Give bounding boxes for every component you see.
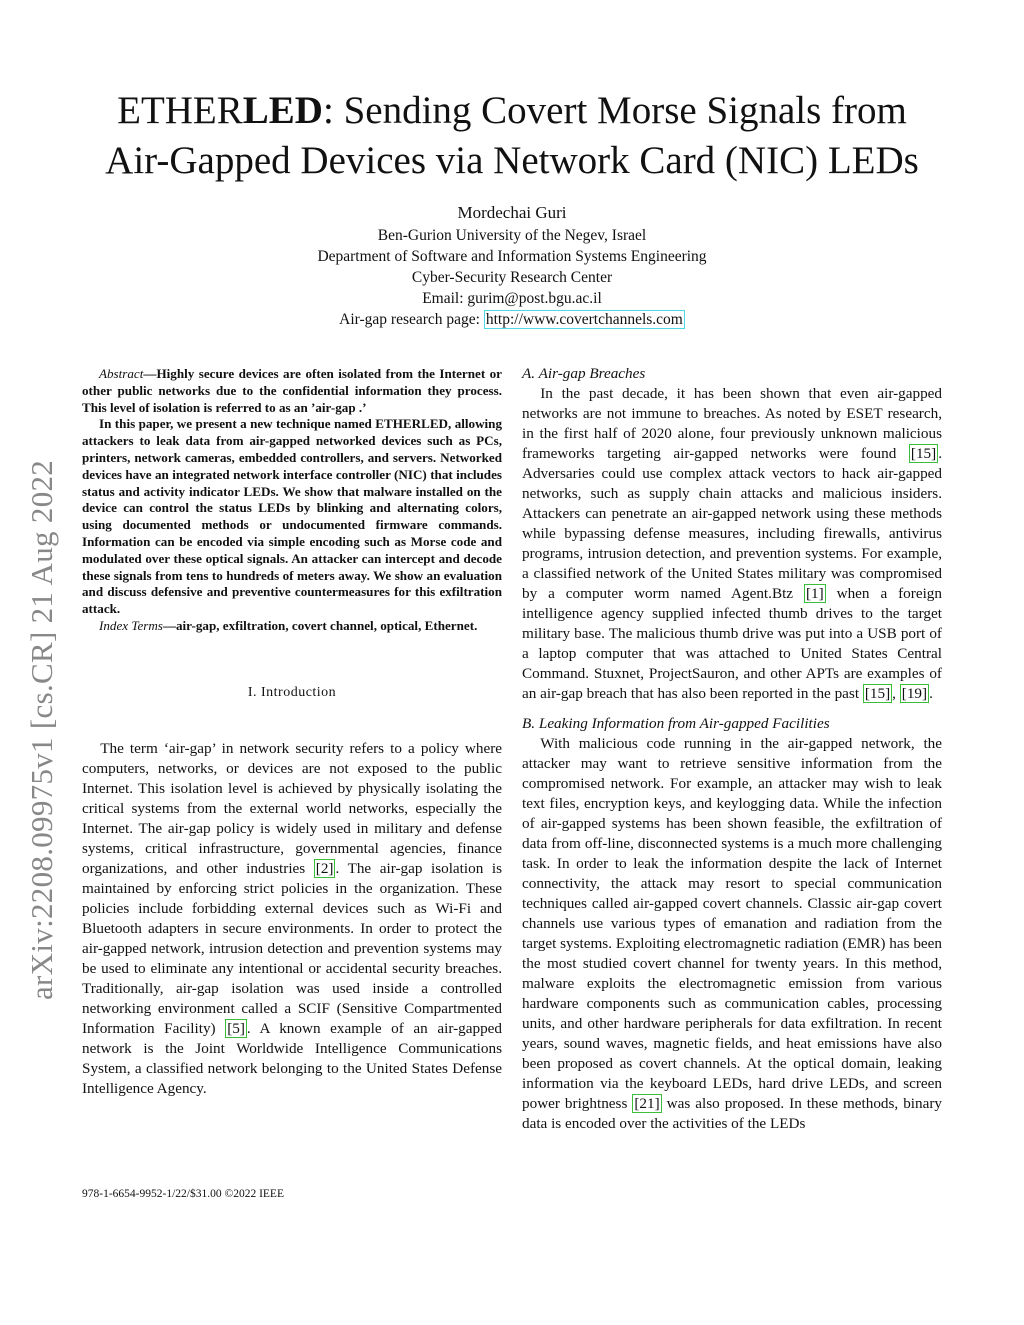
affiliation-department: Department of Software and Information Systems Engineering — [317, 248, 707, 265]
citation-15b[interactable]: [15] — [864, 685, 891, 702]
subsection-heading-leaking-information: B. Leaking Information from Air-gapped Facilities — [522, 715, 830, 732]
citation-15[interactable]: [15] — [910, 445, 937, 462]
left-column — [82, 366, 502, 1099]
intro-text-c: . A known example of an air-gapped network is the Joint Worldwide Intelligence Communications System, a classified network belonging to the United States Defense Intelligence Agency. — [82, 1019, 502, 1097]
abstract — [82, 366, 502, 635]
author-email: Email: gurim@post.bgu.ac.il — [422, 290, 602, 307]
right-column — [522, 364, 942, 1134]
title-line-2: Air-Gapped Devices via Network Card (NIC) LEDs — [105, 139, 919, 182]
title-bold: LED — [242, 89, 323, 132]
index-terms: —air-gap, exfiltration, covert channel, optical, Ethernet. — [162, 617, 478, 633]
research-page-label: Air-gap research page: — [339, 311, 484, 328]
leaking-text-2: was also proposed. In these methods, binary data is encoded over the activities of the LEDs — [522, 1095, 943, 1132]
subsection-heading-air-gap-breaches: A. Air-gap Breaches — [522, 365, 646, 382]
abstract-paragraph-1: —Highly secure devices are often isolated from the Internet or other public networks due to the confidential information they process. This level of isolation is referred to as an ’air-gap .’ — [82, 366, 502, 415]
title-rest: : Sending Covert Morse Signals from — [322, 89, 907, 132]
air-gap-breaches-paragraph — [522, 384, 942, 704]
affiliation-center: Cyber-Security Research Center — [411, 269, 613, 286]
author-block — [200, 201, 824, 330]
breaches-text-5: . — [929, 685, 933, 702]
breaches-text-4: , — [892, 685, 900, 702]
abstract-label: Abstract — [99, 366, 144, 381]
leaking-information-paragraph — [522, 734, 942, 1134]
research-page-line — [200, 309, 824, 330]
intro-paragraph — [82, 739, 502, 1099]
citation-19[interactable]: [19] — [901, 685, 928, 702]
abstract-paragraph-2: In this paper, we present a new technique named ETHERLED, allowing attackers to leak data from air-gapped networked devices such as PCs, printers, network cameras, embedded controllers, and servers. Networked devices have an integrated network interface controller (NIC) that includes status and activity indicator LEDs. We show that malware installed on the device can control the status LEDs by blinking and alternating colors, using documented methods or undocumented firmware commands. Information can be encoded via simple encoding such as Morse code and modulated over these optical signals. An attacker can intercept and decode these signals from tens to hundreds of meters away. We show an evaluation and discuss defensive and preventive countermeasures for this exfiltration attack. — [82, 416, 502, 617]
citation-21[interactable]: [21] — [634, 1095, 660, 1112]
arxiv-identifier: arXiv:2208.09975v1 [cs.CR] 21 Aug 2022 — [24, 459, 59, 1000]
title-prefix: ETHER — [117, 89, 243, 132]
citation-2[interactable]: [2] — [315, 859, 334, 877]
intro-text-b: . The air-gap isolation is maintained by enforcing strict policies in the organization. These policies include forbidding external devices such as Wi-Fi and Bluetooth adapters in secure environments. In order to protect the air-gapped network, intrusion detection and prevention systems may be used to eliminate any intentional or accidental security breaches. Traditionally, air-gap isolation was used inside a controlled networking environment called a SCIF (Sensitive Compartmented Information Facility) — [82, 859, 502, 1037]
author-name: Mordechai Guri — [457, 203, 567, 222]
index-terms-label: Index Terms — [99, 617, 163, 633]
breaches-text-1: In the past decade, it has been shown that even air-gapped networks are not immune to breaches. As noted by ESET research, in the first half of 2020 alone, four previously unknown malicious frameworks targeting air-gapped networks were found — [522, 385, 942, 462]
paper-title — [60, 86, 964, 186]
copyright-footer: 978-1-6654-9952-1/22/$31.00 ©2022 IEEE — [82, 1188, 284, 1200]
research-page-link[interactable]: http://www.covertchannels.com — [485, 311, 683, 328]
breaches-text-3: when a foreign intelligence agency supplied infected thumb drives to the target military base. The malicious thumb drive was put into a USB port of a laptop computer that was attached to United States Central Command. Stuxnet, ProjectSauron, and other APTs are examples of an air-gap breach that has also been reported in the past — [522, 585, 942, 702]
breaches-text-2: . Adversaries could use complex attack vectors to hack air-gapped networks, such as supply chain attacks and malicious insiders. Attackers can penetrate an air-gapped network using these methods while bypassing defense measures, including firewalls, antivirus programs, intrusion detection, and prevention systems. For example, a classified network of the United States military was compromised by a computer worm named Agent.Btz — [522, 445, 942, 602]
affiliation-university: Ben-Gurion University of the Negev, Israel — [377, 227, 647, 244]
citation-5[interactable]: [5] — [227, 1019, 245, 1037]
citation-1[interactable]: [1] — [805, 585, 824, 602]
leaking-text-1: With malicious code running in the air-gapped network, the attacker may want to retrieve sensitive information from the compromised network. For example, an attacker may wish to leak text files, encryption keys, and keylogging data. While the infection of air-gapped systems has been shown feasible, the exfiltration of data from off-line, disconnected systems is a much more challenging task. In order to leak the information despite the lack of Internet connectivity, the attack may resort to special communication techniques called air-gapped covert channels. Classic air-gap covert channels use various types of emanation and radiation from the target systems. Exploiting electromagnetic radiation (EMR) has been the most studied covert channel for twenty years. In this method, malware exploits the electromagnetic emission from various hardware components such as communication cables, processing units, and other hardware peripherals for data exfiltration. In recent years, sound waves, magnetic fields, and heat emissions have also been proposed as covert channels. At the optical domain, leaking information via the keyboard LEDs, hard drive LEDs, and screen power brightness — [522, 735, 942, 1112]
section-heading-introduction: I. Introduction — [247, 684, 337, 700]
intro-text-a: The term ‘air-gap’ in network security refers to a policy where computers, networks, or devices are not exposed to the public Internet. This isolation level is achieved by physically isolating the critical systems from the external world networks, especially the Internet. The air-gap policy is widely used in military and defense systems, critical infrastructure, governmental agencies, finance organizations, and other industries — [82, 739, 502, 877]
